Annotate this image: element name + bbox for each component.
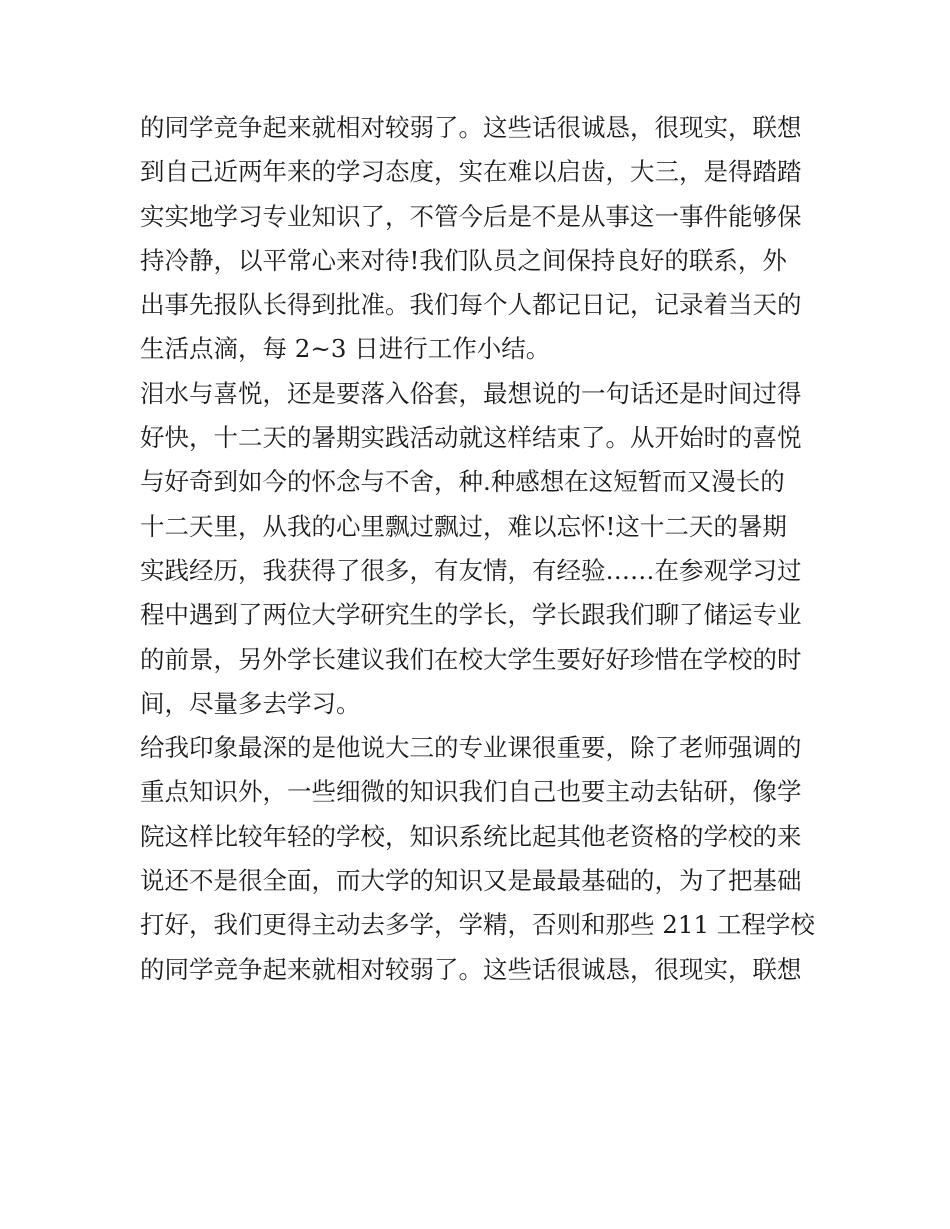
text-line: 重点知识外，一些细微的知识我们自己也要主动去钻研，像学 — [140, 777, 802, 807]
text-line: 十二天里，从我的心里飘过飘过，难以忘怀!这十二天的暑期 — [140, 511, 787, 541]
text-line: 出事先报队长得到批准。我们每个人都记日记，记录着当天的 — [140, 290, 802, 320]
text-line: 院这样比较年轻的学校，知识系统比起其他老资格的学校的来 — [140, 821, 802, 851]
text-line: 的同学竞争起来就相对较弱了。这些话很诚恳，很现实，联想 — [140, 954, 802, 984]
text-line: 程中遇到了两位大学研究生的学长，学长跟我们聊了储运专业 — [140, 600, 802, 630]
text-line: 与好奇到如今的怀念与不舍，种.种感想在这短暂而又漫长的 — [140, 467, 785, 497]
text-line: 实践经历，我获得了很多，有友情，有经验……在参观学习过 — [140, 555, 802, 585]
body-text — [140, 106, 820, 992]
text-line: 间，尽量多去学习。 — [140, 688, 361, 718]
text-line: 到自己近两年来的学习态度，实在难以启齿，大三，是得踏踏 — [140, 157, 802, 187]
text-line: 打好，我们更得主动去多学，学精，否则和那些 211 工程学校 — [140, 910, 815, 940]
text-line: 好快，十二天的暑期实践活动就这样结束了。从开始时的喜悦 — [140, 423, 802, 453]
text-line: 生活点滴，每 2~3 日进行工作小结。 — [140, 334, 551, 364]
text-line: 给我印象最深的是他说大三的专业课很重要，除了老师强调的 — [140, 733, 802, 763]
text-line: 泪水与喜悦，还是要落入俗套，最想说的一句话还是时间过得 — [140, 378, 802, 408]
text-line: 持冷静，以平常心来对待!我们队员之间保持良好的联系，外 — [140, 245, 787, 275]
text-line: 的前景，另外学长建议我们在校大学生要好好珍惜在学校的时 — [140, 644, 802, 674]
text-line: 的同学竞争起来就相对较弱了。这些话很诚恳，很现实，联想 — [140, 113, 802, 142]
text-line: 实实地学习专业知识了，不管今后是不是从事这一事件能够保 — [140, 201, 802, 231]
text-line: 说还不是很全面，而大学的知识又是最最基础的，为了把基础 — [140, 866, 802, 896]
